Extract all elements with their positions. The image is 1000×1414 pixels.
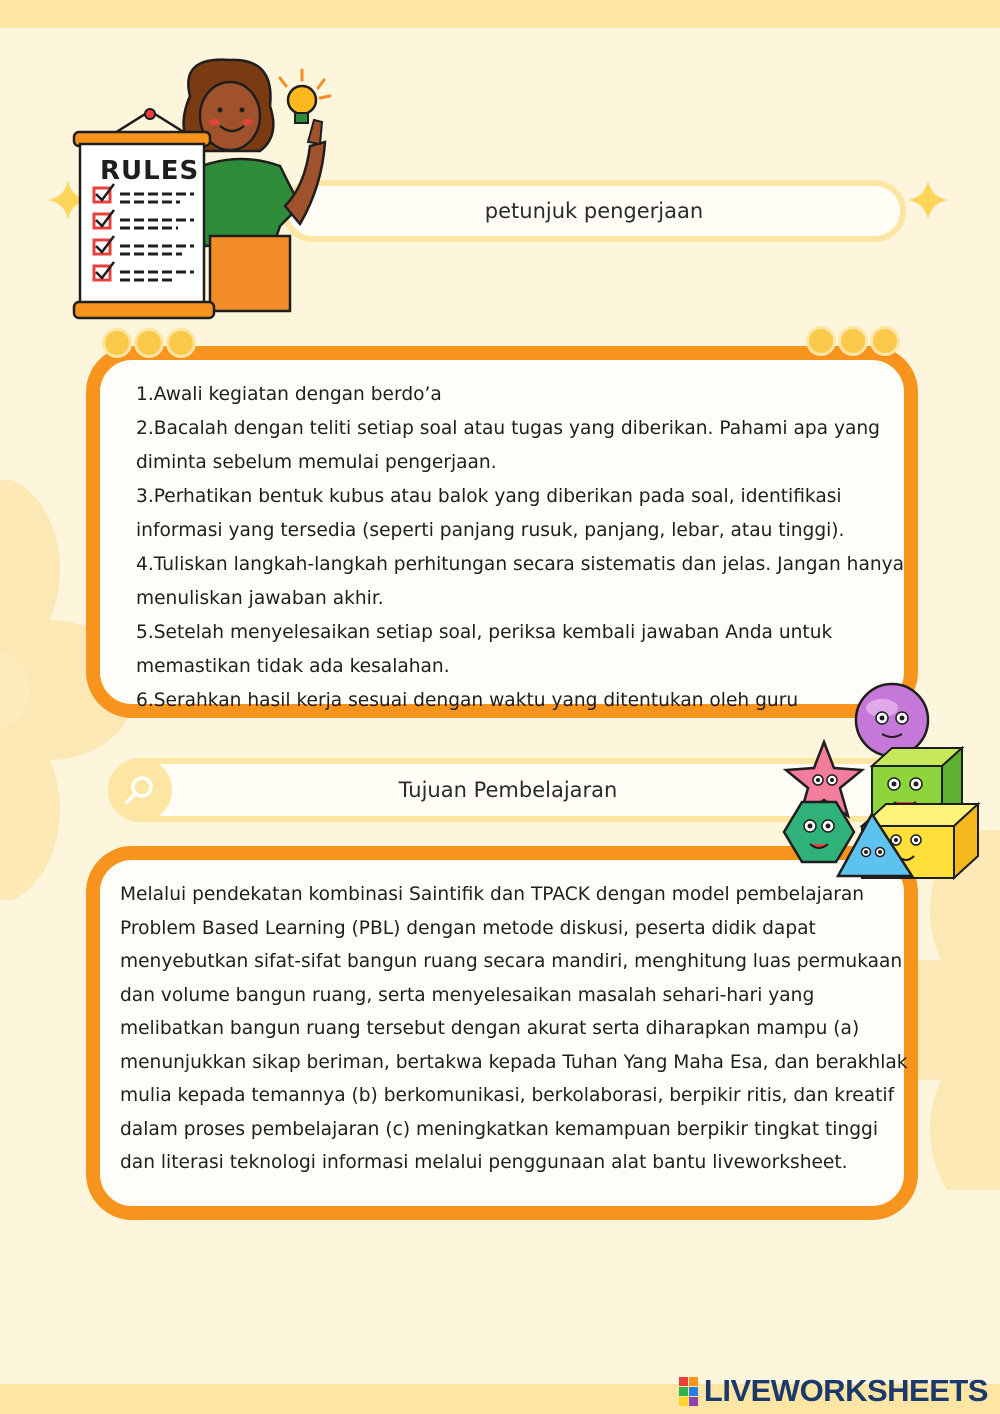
rules-board-label: RULES [100, 156, 200, 186]
objectives-box [86, 846, 918, 1220]
instruction-item: 5.Setelah menyelesaikan setiap soal, periksa kembali jawaban Anda untuk memastikan tidak ada kesalahan. [136, 622, 833, 677]
section-title-text: petunjuk pengerjaan [484, 199, 704, 223]
instruction-item: 3.Perhatikan bentuk kubus atau balok yang diberikan pada soal, identifikasi informasi yang tersedia (seperti panjang rusuk, panjang, lebar, atau tinggi). [136, 486, 845, 541]
decorative-dots-left [102, 328, 196, 358]
decorative-dots-right [806, 326, 900, 356]
teacher-rules-illustration [70, 56, 350, 326]
top-band [0, 0, 1000, 28]
sparkle-icon [908, 180, 948, 220]
search-icon [108, 758, 172, 822]
instruction-item: 4.Tuliskan langkah-langkah perhitungan secara sistematis dan jelas. Jangan hanya menuliskan jawaban akhir. [136, 554, 905, 609]
instruction-item: 6.Serahkan hasil kerja sesuai dengan waktu yang ditentukan oleh guru [136, 690, 799, 711]
geometric-shapes-illustration [772, 680, 984, 880]
instruction-item: 1.Awali kegiatan dengan berdo’a [136, 384, 442, 405]
section-title-text: Tujuan Pembelajaran [398, 778, 618, 802]
instruction-item: 2.Bacalah dengan teliti setiap soal atau tugas yang diberikan. Pahami apa yang diminta sebelum memulai pengerjaan. [136, 418, 880, 473]
section-title-petunjuk [282, 180, 906, 242]
instructions-box [86, 346, 918, 718]
objectives-paragraph: Melalui pendekatan kombinasi Saintifik dan TPACK dengan model pembelajaran Problem Based Learning (PBL) dengan metode diskusi, peserta didik dapat menyebutkan sifat-sifat bangun ruang secara mandiri, menghitung luas permukaan dan volume bangun ruang, serta menyelesaikan masalah sehari-hari yang melibatkan bangun ruang tersebut dengan akurat serta diharapkan mampu (a) menunjukkan sikap beriman, bertakwa kepada Tuhan Yang Maha Esa, dan berakhlak mulia kepada temannya (b) berkomunikasi, berkolaborasi, berpikir ritis, dan kreatif dalam proses pembelajaran (c) meningkatkan kemampuan berpikir tingkat tinggi dan literasi teknologi informasi melalui penggunaan alat bantu liveworksheet. [120, 884, 908, 1173]
brand-name: LIVEWORKSHEETS [703, 1373, 988, 1408]
liveworksheets-logo [679, 1373, 988, 1409]
instructions-list [136, 378, 906, 718]
liveworksheets-logo-icon [679, 1377, 698, 1406]
